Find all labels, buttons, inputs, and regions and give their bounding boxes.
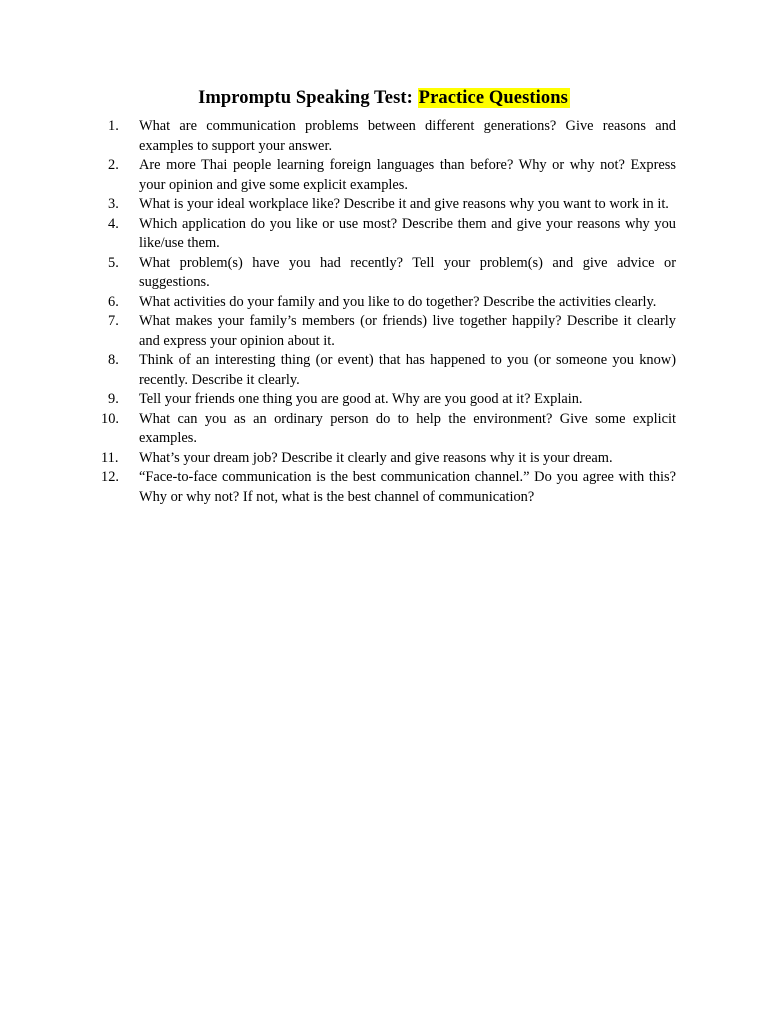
- question-number: 9.: [108, 391, 119, 407]
- question-text: What is your ideal workplace like? Describe it and give reasons why you want to work in it.: [139, 196, 669, 212]
- question-number: 6.: [108, 293, 119, 310]
- question-number: 12.: [101, 469, 119, 485]
- question-text: What are communication problems between different generations? Give reasons and examples to support your answer.: [139, 118, 676, 154]
- list-item: [108, 254, 676, 293]
- question-number: 2.: [108, 157, 119, 173]
- question-number: 5.: [108, 254, 119, 271]
- question-text: “Face-to-face communication is the best communication channel.” Do you agree with this? Why or why not? If not, what is the best channel of communication?: [139, 469, 676, 505]
- document-title: [0, 86, 768, 110]
- question-number: 1.: [108, 118, 119, 134]
- question-text: What activities do your family and you like to do together? Describe the activities clearly.: [139, 293, 657, 310]
- list-item: [108, 117, 676, 156]
- question-text: What can you as an ordinary person do to help the environment? Give some explicit examples.: [139, 410, 676, 446]
- question-number: 4.: [108, 215, 119, 232]
- list-item: [108, 293, 676, 313]
- list-item: [108, 195, 676, 215]
- question-text: Are more Thai people learning foreign languages than before? Why or why not? Express your opinion and give some explicit examples.: [139, 157, 676, 193]
- list-item: [108, 351, 676, 390]
- question-number: 10.: [101, 410, 119, 427]
- question-text: What makes your family’s members (or friends) live together happily? Describe it clearly and express your opinion about it.: [139, 313, 676, 349]
- question-number: 3.: [108, 196, 119, 212]
- question-number: 7.: [108, 313, 119, 329]
- question-text: What’s your dream job? Describe it clearly and give reasons why it is your dream.: [139, 449, 613, 466]
- question-text: Tell your friends one thing you are good at. Why are you good at it? Explain.: [139, 391, 583, 407]
- question-text: Think of an interesting thing (or event) that has happened to you (or someone you know) recently. Describe it clearly.: [139, 352, 676, 388]
- question-number: 11.: [101, 449, 119, 466]
- list-item: [101, 468, 676, 507]
- question-text: What problem(s) have you had recently? Tell your problem(s) and give advice or suggestions.: [139, 254, 676, 290]
- list-item: [108, 390, 676, 410]
- list-item: [108, 215, 676, 254]
- question-list: [101, 117, 676, 507]
- list-item: [108, 156, 676, 195]
- title-highlight: Practice Questions: [418, 88, 568, 108]
- question-number: 8.: [108, 352, 119, 368]
- list-item: [108, 312, 676, 351]
- list-item: [101, 449, 676, 469]
- list-item: [101, 410, 676, 449]
- title-prefix: Impromptu Speaking Test:: [198, 88, 418, 108]
- question-text: Which application do you like or use most? Describe them and give your reasons why you like/use them.: [139, 215, 676, 251]
